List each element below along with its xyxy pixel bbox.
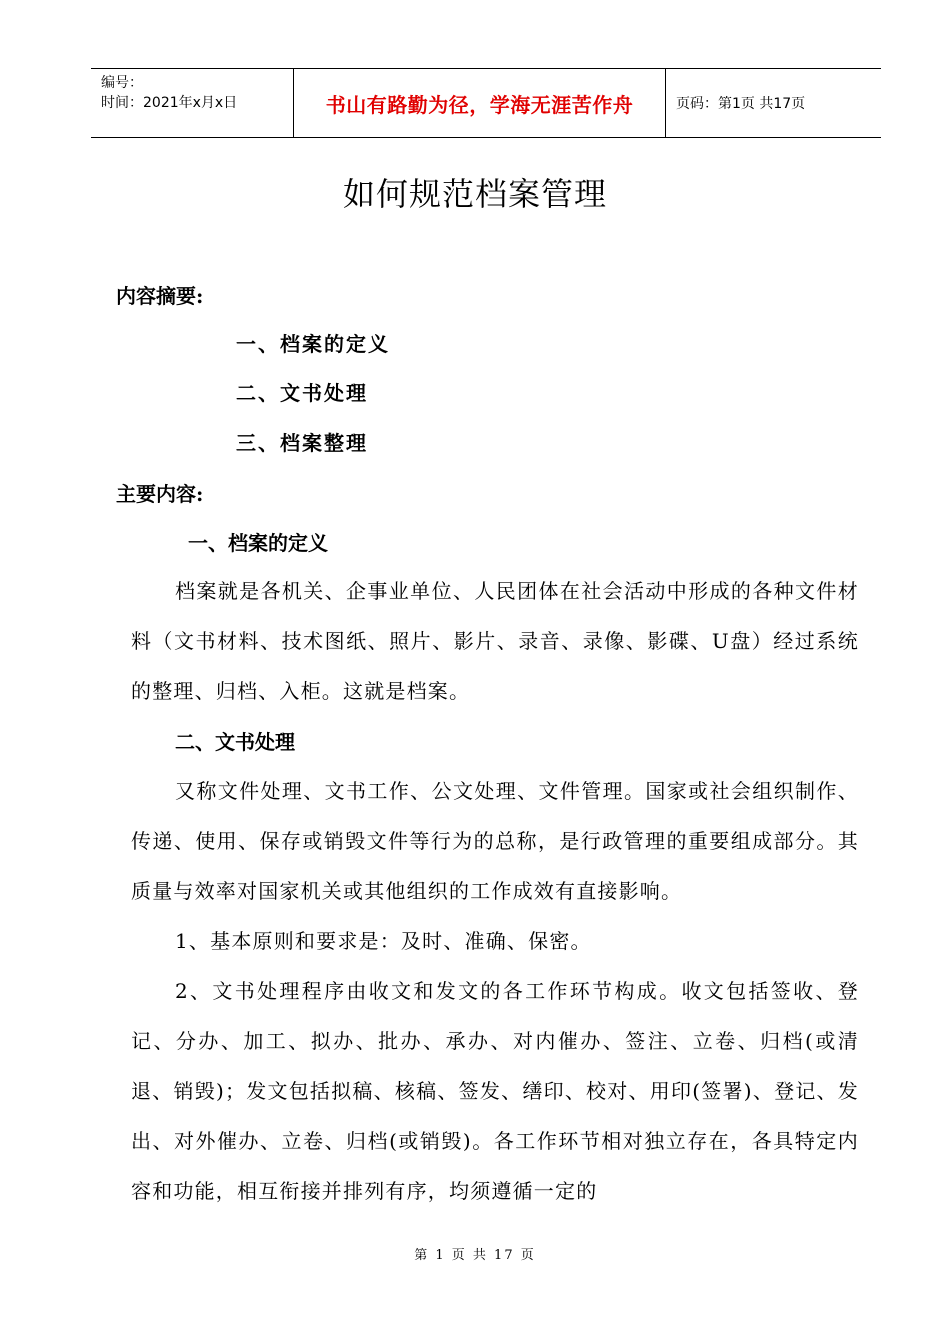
header-meta (91, 69, 293, 137)
item-1: 1、基本原则和要求是：及时、准确、保密。 (175, 929, 592, 953)
summary-item-3: 三、档案整理 (236, 431, 368, 455)
summary-item-1: 一、档案的定义 (236, 332, 390, 356)
serial-label: 编号： (101, 75, 143, 91)
summary-heading: 内容摘要: (116, 284, 204, 308)
header-page-info: 页码：第1页 共17页 (676, 96, 806, 112)
section1-paragraph: 档案就是各机关、企事业单位、人民团体在社会活动中形成的各种文件材料（文书材料、技术图纸、照片、影片、录音、录像、影碟、U盘）经过系统的整理、归档、入柜。这就是档案。 (131, 579, 859, 703)
document-header (91, 68, 881, 138)
document-title: 如何规范档案管理 (342, 175, 607, 213)
time-label: 时间：2021年x月x日 (101, 95, 238, 111)
main-heading: 主要内容: (116, 482, 204, 506)
page-footer: 第 1 页 共 17 页 (414, 1248, 536, 1263)
header-motto: 书山有路勤为径，学海无涯苦作舟 (293, 69, 666, 137)
section2-paragraph: 又称文件处理、文书工作、公文处理、文件管理。国家或社会组织制作、传递、使用、保存或销毁文件等行为的总称，是行政管理的重要组成部分。其质量与效率对国家机关或其他组织的工作成效有直接影响。 (131, 779, 859, 903)
section2-heading: 二、文书处理 (175, 730, 295, 754)
section1-heading: 一、档案的定义 (188, 531, 328, 555)
summary-item-2: 二、文书处理 (236, 381, 368, 405)
item-2-paragraph: 2、文书处理程序由收文和发文的各工作环节构成。收文包括签收、登记、分办、加工、拟办、批办、承办、对内催办、签注、立卷、归档(或清退、销毁)；发文包括拟稿、核稿、签发、缮印、校对、用印(签署)、登记、发出、对外催办、立卷、归档(或销毁)。各工作环节相对独立存在，各具特定内容和功能，相互衔接并排列有序，均须遵循一定的 (131, 979, 859, 1203)
